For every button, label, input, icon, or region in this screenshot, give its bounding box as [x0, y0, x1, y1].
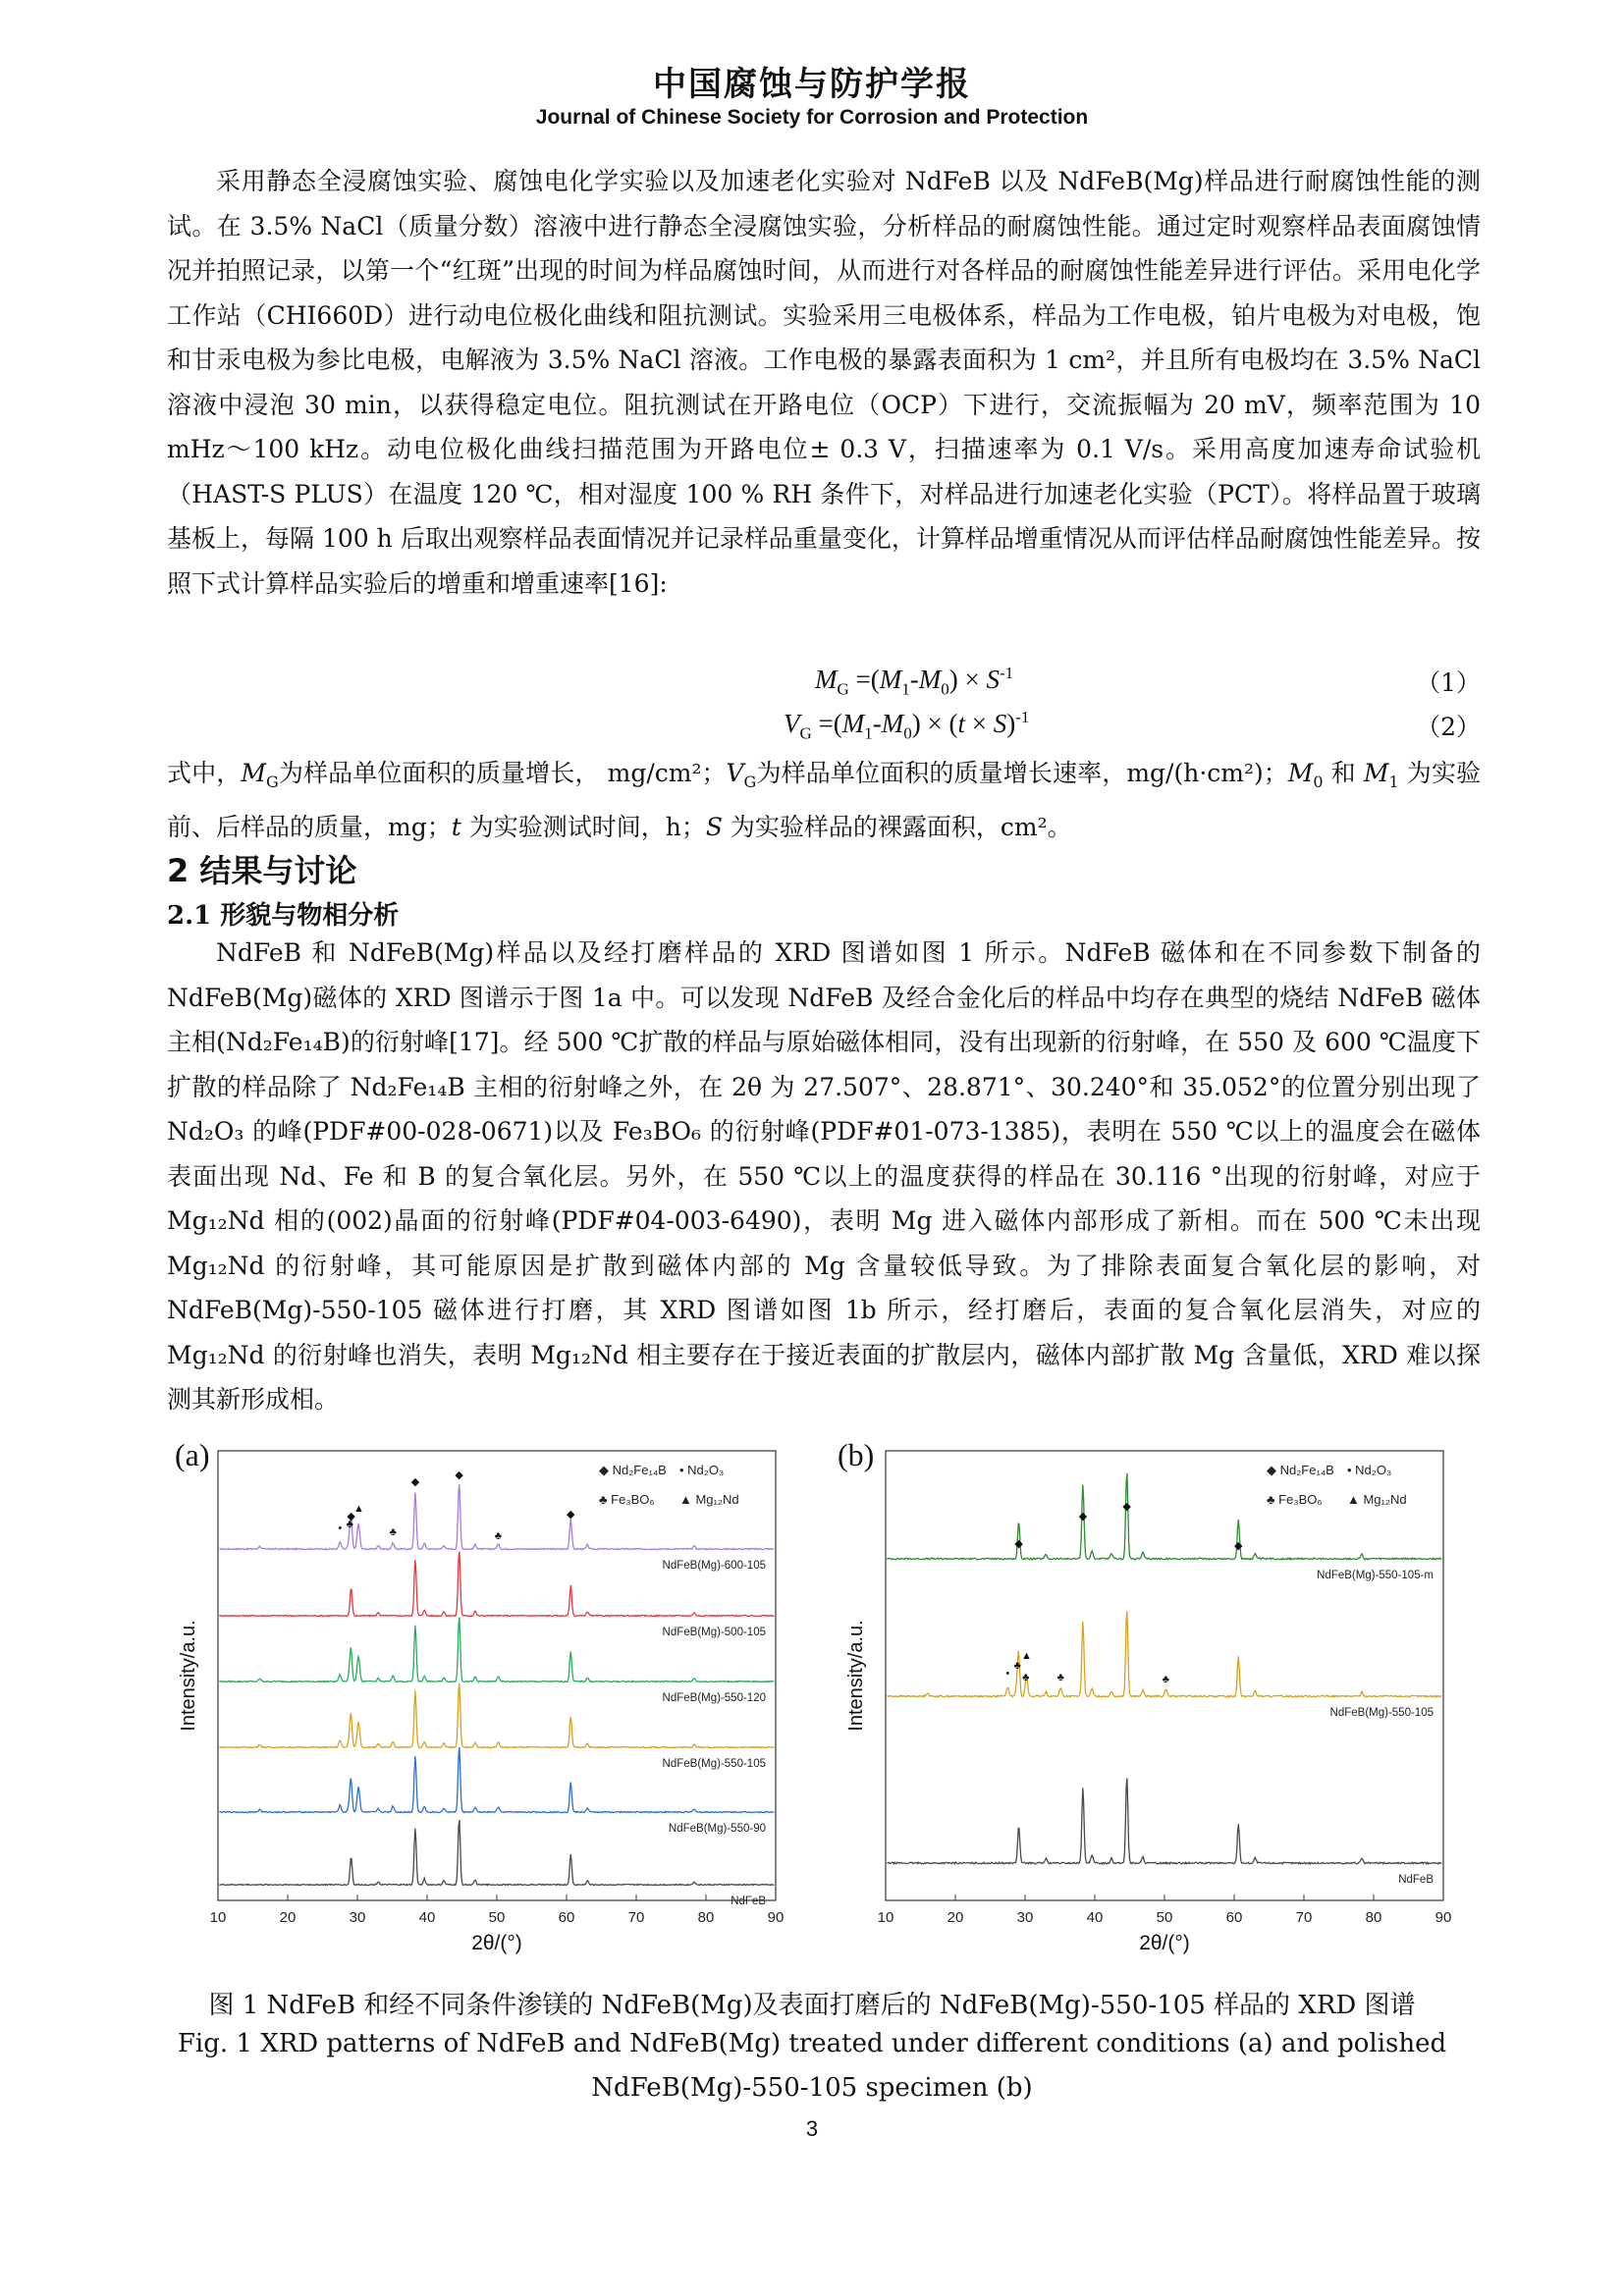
x-tick-label: 60: [558, 1909, 575, 1926]
x-tick-label: 40: [1086, 1909, 1104, 1926]
x-tick-label: 30: [1016, 1909, 1034, 1926]
peak-marker: ▲: [1020, 1650, 1032, 1662]
peak-marker: •: [338, 1522, 343, 1534]
peak-marker: ◆: [567, 1509, 575, 1521]
xrd-line-ndfeb: [887, 1779, 1441, 1864]
definitions-paragraph: 式中，$M_G$为样品单位面积的质量增长， mg/cm²；$V_G$为样品单位面积的质量增长速率，mg/(h·cm²)；$M_0$ 和 $M_1$ 为实验前、后样品的质量，mg；t 为实验测试时间，h；S 为实验样品的裸露面积，cm²。: [167, 759, 1481, 841]
journal-title-en: Journal of Chinese Society for Corrosion and Protection: [535, 106, 1089, 129]
x-tick-label: 80: [697, 1909, 715, 1926]
equation-2-formula: $V_G =(M_1-M_0) \times (t \times S)^{-1}$: [784, 708, 1030, 743]
xrd-chart-a: [177, 1441, 785, 1971]
series-label: NdFeB(Mg)-550-120: [662, 1692, 766, 1704]
x-tick-label: 80: [1365, 1909, 1382, 1926]
peak-marker: ♣: [1056, 1672, 1064, 1683]
peak-marker: ♣: [1013, 1660, 1021, 1672]
peak-marker: ▲: [352, 1503, 364, 1515]
series-label: NdFeB(Mg)-550-105-m: [1317, 1570, 1434, 1581]
series-label: NdFeB(Mg)-550-105: [662, 1758, 766, 1770]
series-label: NdFeB(Mg)-550-105: [1329, 1707, 1434, 1719]
legend-entry: ♣ Fe₃BO₆: [599, 1492, 655, 1507]
figure-caption-cn: 图 1 NdFeB 和经不同条件渗镁的 NdFeB(Mg)及表面打磨后的 NdFeB(Mg)-550-105 样品的 XRD 图谱: [208, 1991, 1416, 2020]
panel-label-b: (b): [838, 1437, 875, 1472]
x-tick-label: 70: [627, 1909, 645, 1926]
equation-1-number: （1）: [1416, 668, 1481, 697]
figure-caption-en-line1: Fig. 1 XRD patterns of NdFeB and NdFeB(Mg) treated under different conditions (a) and polished: [177, 2029, 1447, 2058]
peak-marker: ♣: [389, 1526, 397, 1538]
peak-marker: ◆: [1014, 1538, 1023, 1550]
legend-entry: ▲ Mg₁₂Nd: [1347, 1492, 1407, 1507]
results-paragraph: NdFeB 和 NdFeB(Mg)样品以及经打磨样品的 XRD 图谱如图 1 所示。NdFeB 磁体和在不同参数下制备的 NdFeB(Mg)磁体的 XRD 图谱示于图 1a 中。可以发现 NdFeB 及经合金化后的样品中均存在典型的烧结 NdFeB 磁体主相(Nd₂Fe₁₄B)的衍射峰[17]。经 500 ℃扩散的样品与原始磁体相同，没有出现新的衍射峰，在 550 及 600 ℃温度下扩散的样品除了 Nd₂Fe₁₄B 主相的衍射峰之外，在 2θ 为 27.507°、28.871°、30.240°和 35.052°的位置分别出现了 Nd₂O₃ 的峰(PDF#00-028-0671)以及 Fe₃BO₆ 的衍射峰(PDF#01-073-1385)，表明在 550 ℃以上的温度会在磁体表面出现 Nd、Fe 和 B 的复合氧化层。另外，在 550 ℃以上的温度获得的样品在 30.116 °出现的衍射峰，对应于 Mg₁₂Nd 相的(002)晶面的衍射峰(PDF#04-003-6490)，表明 Mg 进入磁体内部形成了新相。而在 500 ℃未出现 Mg₁₂Nd 的衍射峰，其可能原因是扩散到磁体内部的 Mg 含量较低导致。为了排除表面复合氧化层的影响，对 NdFeB(Mg)-550-105 磁体进行打磨，其 XRD 图谱如图 1b 所示，经打磨后，表面的复合氧化层消失，对应的 Mg₁₂Nd 的衍射峰也消失，表明 Mg₁₂Nd 相主要存在于接近表面的扩散层内，磁体内部扩散 Mg 含量低，XRD 难以探测其新形成相。: [167, 938, 1481, 1414]
figure-caption-en-line2: NdFeB(Mg)-550-105 specimen (b): [591, 2073, 1033, 2103]
x-tick-label: 50: [1156, 1909, 1173, 1926]
x-tick-label: 50: [488, 1909, 506, 1926]
x-tick-label: 30: [349, 1909, 366, 1926]
equation-2-number: （2）: [1416, 713, 1481, 741]
peak-marker: ◆: [1078, 1511, 1088, 1522]
peak-marker: ♣: [494, 1530, 503, 1542]
equation-1: [167, 664, 1481, 703]
xrd-line-ndfeb-550-90: [219, 1747, 774, 1813]
x-tick-label: 40: [418, 1909, 436, 1926]
x-axis-label: 2θ/(°): [471, 1932, 522, 1954]
x-tick-label: 60: [1225, 1909, 1243, 1926]
methods-paragraph: 采用静态全浸腐蚀实验、腐蚀电化学实验以及加速老化实验对 NdFeB 以及 NdFeB(Mg)样品进行耐腐蚀性能的测试。在 3.5% NaCl（质量分数）溶液中进行静态全浸腐蚀实验，分析样品的耐腐蚀性能。通过定时观察样品表面腐蚀情况并拍照记录，以第一个“红斑”出现的时间为样品腐蚀时间，从而进行对各样品的耐腐蚀性能差异进行评估。采用电化学工作站（CHI660D）进行动电位极化曲线和阻抗测试。实验采用三电极体系，样品为工作电极，铂片电极为对电极，饱和甘汞电极为参比电极，电解液为 3.5% NaCl 溶液。工作电极的暴露表面积为 1 cm²，并且所有电极均在 3.5% NaCl 溶液中浸泡 30 min，以获得稳定电位。阻抗测试在开路电位（OCP）下进行，交流振幅为 20 mV，频率范围为 10 mHz～100 kHz。动电位极化曲线扫描范围为开路电位± 0.3 V，扫描速率为 0.1 V/s。采用高度加速寿命试验机（HAST-S PLUS）在温度 120 ℃，相对湿度 100 % RH 条件下，对样品进行加速老化实验（PCT）。将样品置于玻璃基板上，每隔 100 h 后取出观察样品表面情况并记录样品重量变化，计算样品增重情况从而评估样品耐腐蚀性能差异。按照下式计算样品实验后的增重和增重速率[16]:: [167, 167, 1481, 598]
series-label: NdFeB(Mg)-600-105: [662, 1560, 766, 1572]
equation-2: [167, 708, 1481, 747]
equation-1-formula: $M_G =(M_1-M_0) \times S^{-1}$: [815, 664, 1014, 699]
x-tick-label: 10: [877, 1909, 894, 1926]
peak-marker: ◆: [347, 1511, 355, 1522]
series-label: NdFeB: [1398, 1874, 1434, 1886]
x-tick-label: 70: [1295, 1909, 1313, 1926]
panel-label-a: (a): [175, 1437, 210, 1472]
x-tick-label: 90: [767, 1909, 785, 1926]
peak-marker: ◆: [410, 1476, 420, 1488]
peak-marker: ♣: [346, 1519, 353, 1530]
series-label: NdFeB(Mg)-500-105: [662, 1627, 766, 1638]
x-tick-label: 20: [947, 1909, 964, 1926]
journal-title-cn: 中国腐蚀与防护学报: [653, 65, 971, 104]
legend-entry: ▲ Mg₁₂Nd: [679, 1492, 739, 1507]
y-axis-label: Intensity/a.u.: [178, 1620, 199, 1732]
xrd-chart-b: [844, 1441, 1453, 1971]
peak-marker: ♣: [1162, 1674, 1170, 1685]
legend-entry: ◆ Nd₂Fe₁₄B: [599, 1463, 667, 1477]
subsection-heading: 2.1 形貌与物相分析: [167, 901, 400, 931]
legend-entry: • Nd₂O₃: [1347, 1463, 1392, 1477]
page-number: 3: [805, 2116, 819, 2141]
legend-entry: ◆ Nd₂Fe₁₄B: [1267, 1463, 1334, 1477]
peak-marker: ♣: [1022, 1672, 1030, 1683]
series-label: NdFeB: [731, 1896, 766, 1907]
x-tick-label: 10: [209, 1909, 227, 1926]
y-axis-label: Intensity/a.u.: [845, 1620, 867, 1732]
x-tick-label: 90: [1435, 1909, 1452, 1926]
peak-marker: ◆: [1234, 1540, 1243, 1552]
x-axis-label: 2θ/(°): [1139, 1932, 1190, 1954]
series-label: NdFeB(Mg)-550-90: [668, 1823, 766, 1835]
section-heading: 2 结果与讨论: [167, 852, 357, 889]
peak-marker: •: [1005, 1668, 1010, 1680]
legend-entry: • Nd₂O₃: [679, 1463, 725, 1477]
peak-marker: ◆: [455, 1469, 463, 1481]
legend-entry: ♣ Fe₃BO₆: [1267, 1492, 1323, 1507]
x-tick-label: 20: [279, 1909, 297, 1926]
xrd-line-ndfeb-550-105-m: [887, 1473, 1441, 1560]
peak-marker: ◆: [1122, 1501, 1131, 1513]
